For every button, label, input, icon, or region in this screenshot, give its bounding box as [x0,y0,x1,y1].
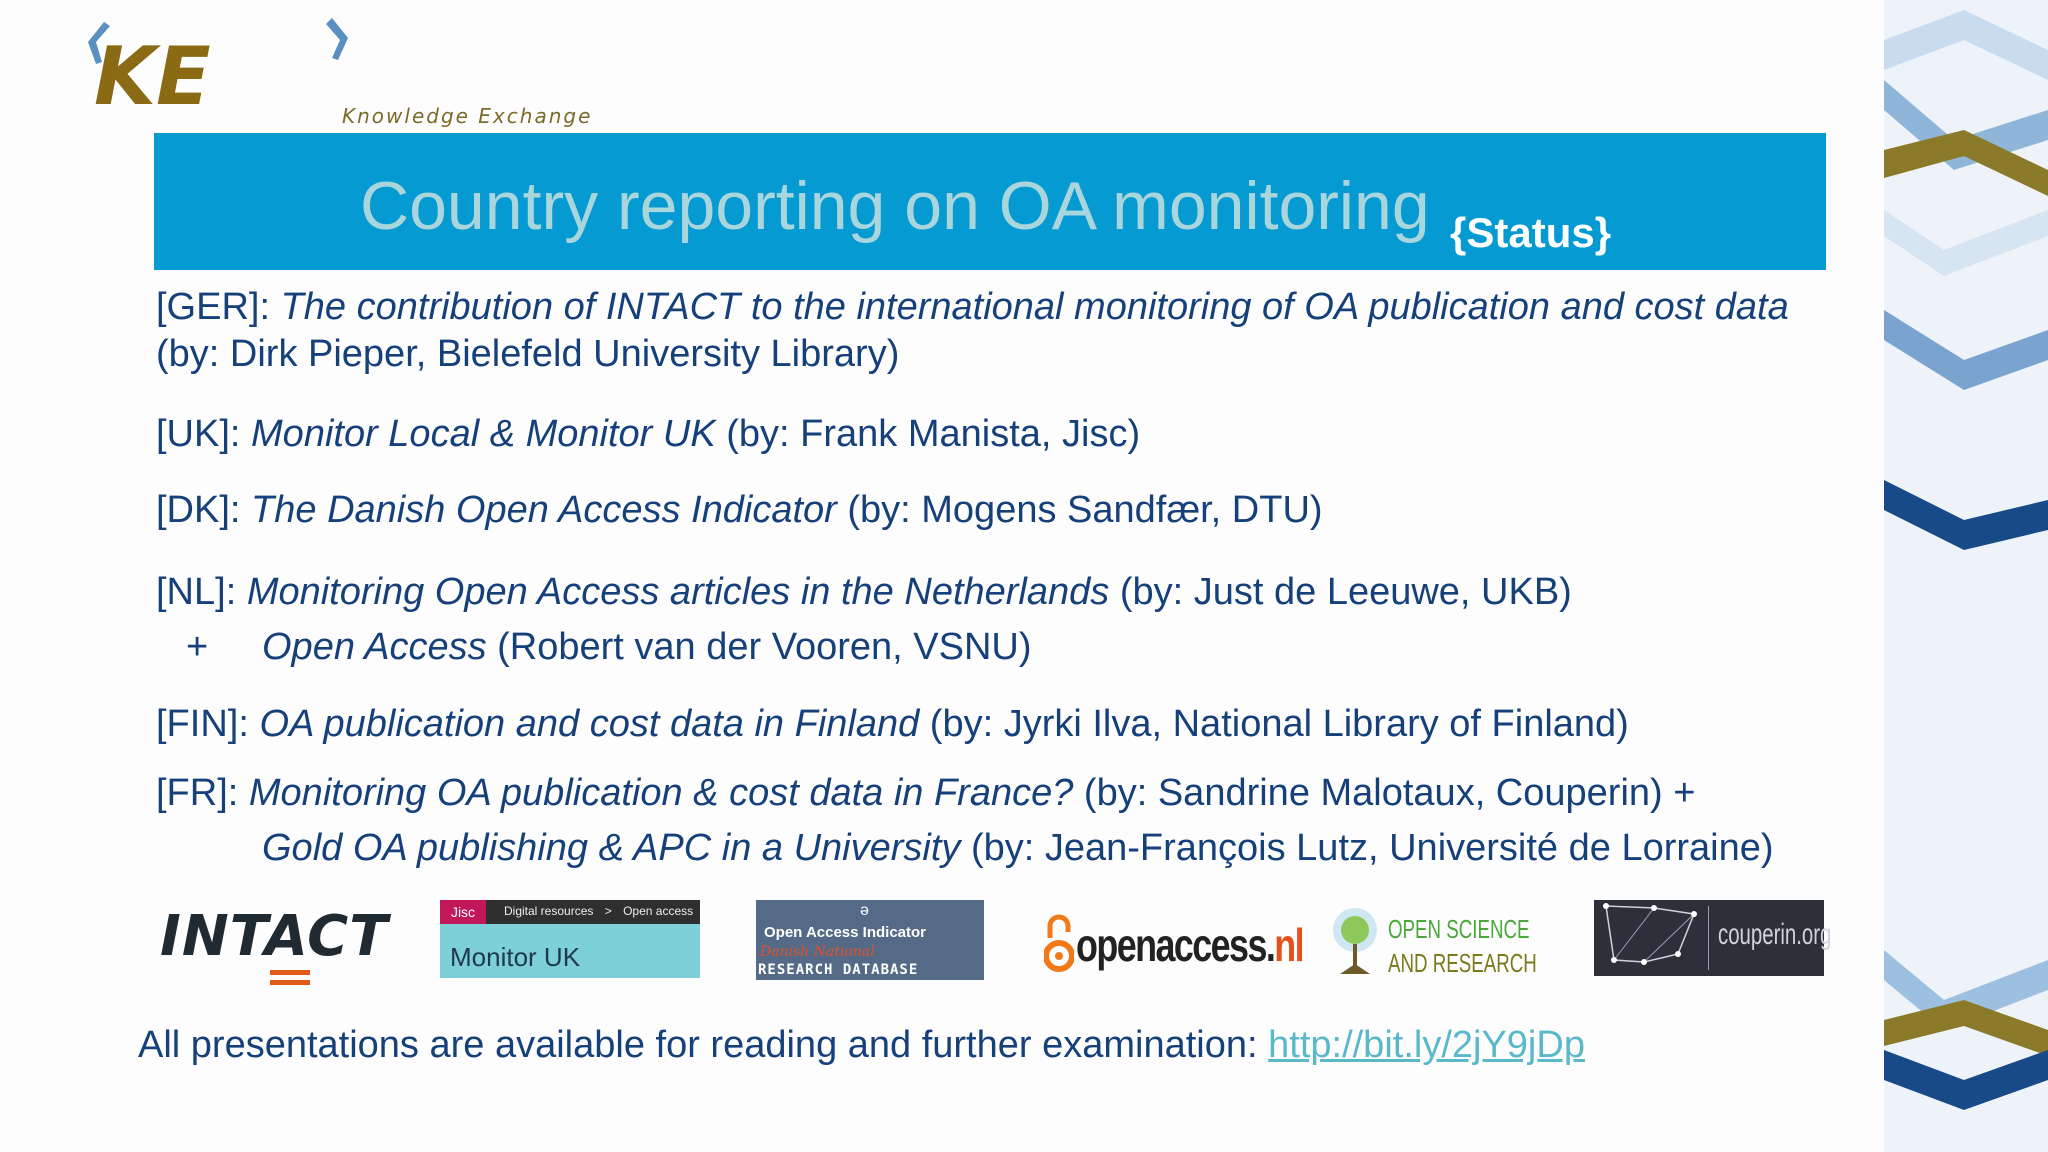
entry-nl-title: Monitoring Open Access articles in the Netherlands [246,571,1110,613]
title-banner [154,133,1826,270]
openaccess-text: openaccess. [1076,919,1275,971]
monitor-uk-text: Monitor UK [450,942,581,972]
entry-fin [156,703,1629,746]
open-lock-icon [1044,910,1074,980]
openaccess-suffix: nl [1274,919,1304,971]
entry-fin-tag: [FIN]: [156,703,260,745]
open-science-research-logo [1330,904,1560,990]
couperin-text: couperin.org [1718,918,1832,951]
entry-fr [156,772,1695,815]
entry-fin-title: OA publication and cost data in Finland [259,703,920,745]
entry-ger-tag: [GER]: [156,286,281,328]
ke-tagline: Knowledge Exchange [342,104,593,128]
danish-line1: Open Access Indicator [764,924,926,941]
entry-fr-title2: Gold OA publishing & APC in a University [262,827,961,869]
entry-dk-title: The Danish Open Access Indicator [251,489,837,531]
intact-logo-text: INTACT [160,904,389,969]
open-access-icon: ə [860,902,869,919]
open-science-line2: AND RESEARCH [1388,948,1537,978]
partner-logos [160,900,1830,1000]
intact-logo [160,904,389,994]
entry-nl [156,571,1572,614]
ke-logo [84,14,644,134]
entry-uk-tag: [UK]: [156,413,252,455]
entry-uk-by: (by: Frank Manista, Jisc) [715,413,1141,455]
tree-icon [1330,904,1380,984]
jisc-brand: Jisc [440,900,486,924]
entry-ger-by: (by: Dirk Pieper, Bielefeld University Library) [156,333,900,375]
footer-text: All presentations are available for reading and further examination: [138,1024,1269,1066]
entry-fr-by2: (by: Jean-François Lutz, Université de Lorraine) [960,827,1774,869]
entry-dk-tag: [DK]: [156,489,252,531]
entry-dk-by: (by: Mogens Sandfær, DTU) [836,489,1323,531]
open-science-line1: OPEN SCIENCE [1388,914,1530,944]
jisc-nav-digital: Digital resources [504,904,594,918]
entry-fin-by: (by: Jyrki Ilva, National Library of Finland) [919,703,1629,745]
entry-nl-plus: + [186,626,209,668]
entry-uk [156,413,1140,456]
entry-uk-title: Monitor Local & Monitor UK [251,413,716,455]
entry-nl-title2: Open Access [262,626,487,668]
entry-nl-second [262,626,1032,669]
entry-fr-second [262,827,1774,870]
danish-oa-indicator-logo [756,900,984,980]
entry-fr-by: (by: Sandrine Malotaux, Couperin) + [1073,772,1696,814]
ke-logo-mark [84,14,384,114]
entry-ger-title: The contribution of INTACT to the international monitoring of OA publication and cost data [280,286,1789,328]
footer-note [138,1024,1585,1067]
openaccess-nl-logo [1044,908,1304,988]
entry-nl-by: (by: Just de Leeuwe, UKB) [1109,571,1572,613]
ke-logo-text: KE [94,30,211,114]
entry-ger [156,286,1789,329]
jisc-nav-sep: > [604,904,612,918]
couperin-logo [1594,900,1832,976]
entry-fr-title: Monitoring OA publication & cost data in France? [248,772,1074,814]
monitor-uk-logo [440,900,700,978]
slide-title: Country reporting on OA monitoring [360,168,1430,244]
entry-dk [156,489,1323,532]
entry-nl-tag: [NL]: [156,571,247,613]
entry-fr-tag: [FR]: [156,772,249,814]
decorative-ribbon [1884,0,2048,1152]
danish-line2: Danish National [760,944,875,960]
presentations-link[interactable]: http://bit.ly/2jY9jDp [1268,1024,1585,1066]
jisc-nav-oa: Open access [623,904,694,918]
danish-line3: RESEARCH DATABASE [758,962,919,978]
status-label: {Status} [1450,209,1612,256]
couperin-graph-icon [1594,900,1704,976]
entry-nl-by2: (Robert van der Vooren, VSNU) [486,626,1032,668]
